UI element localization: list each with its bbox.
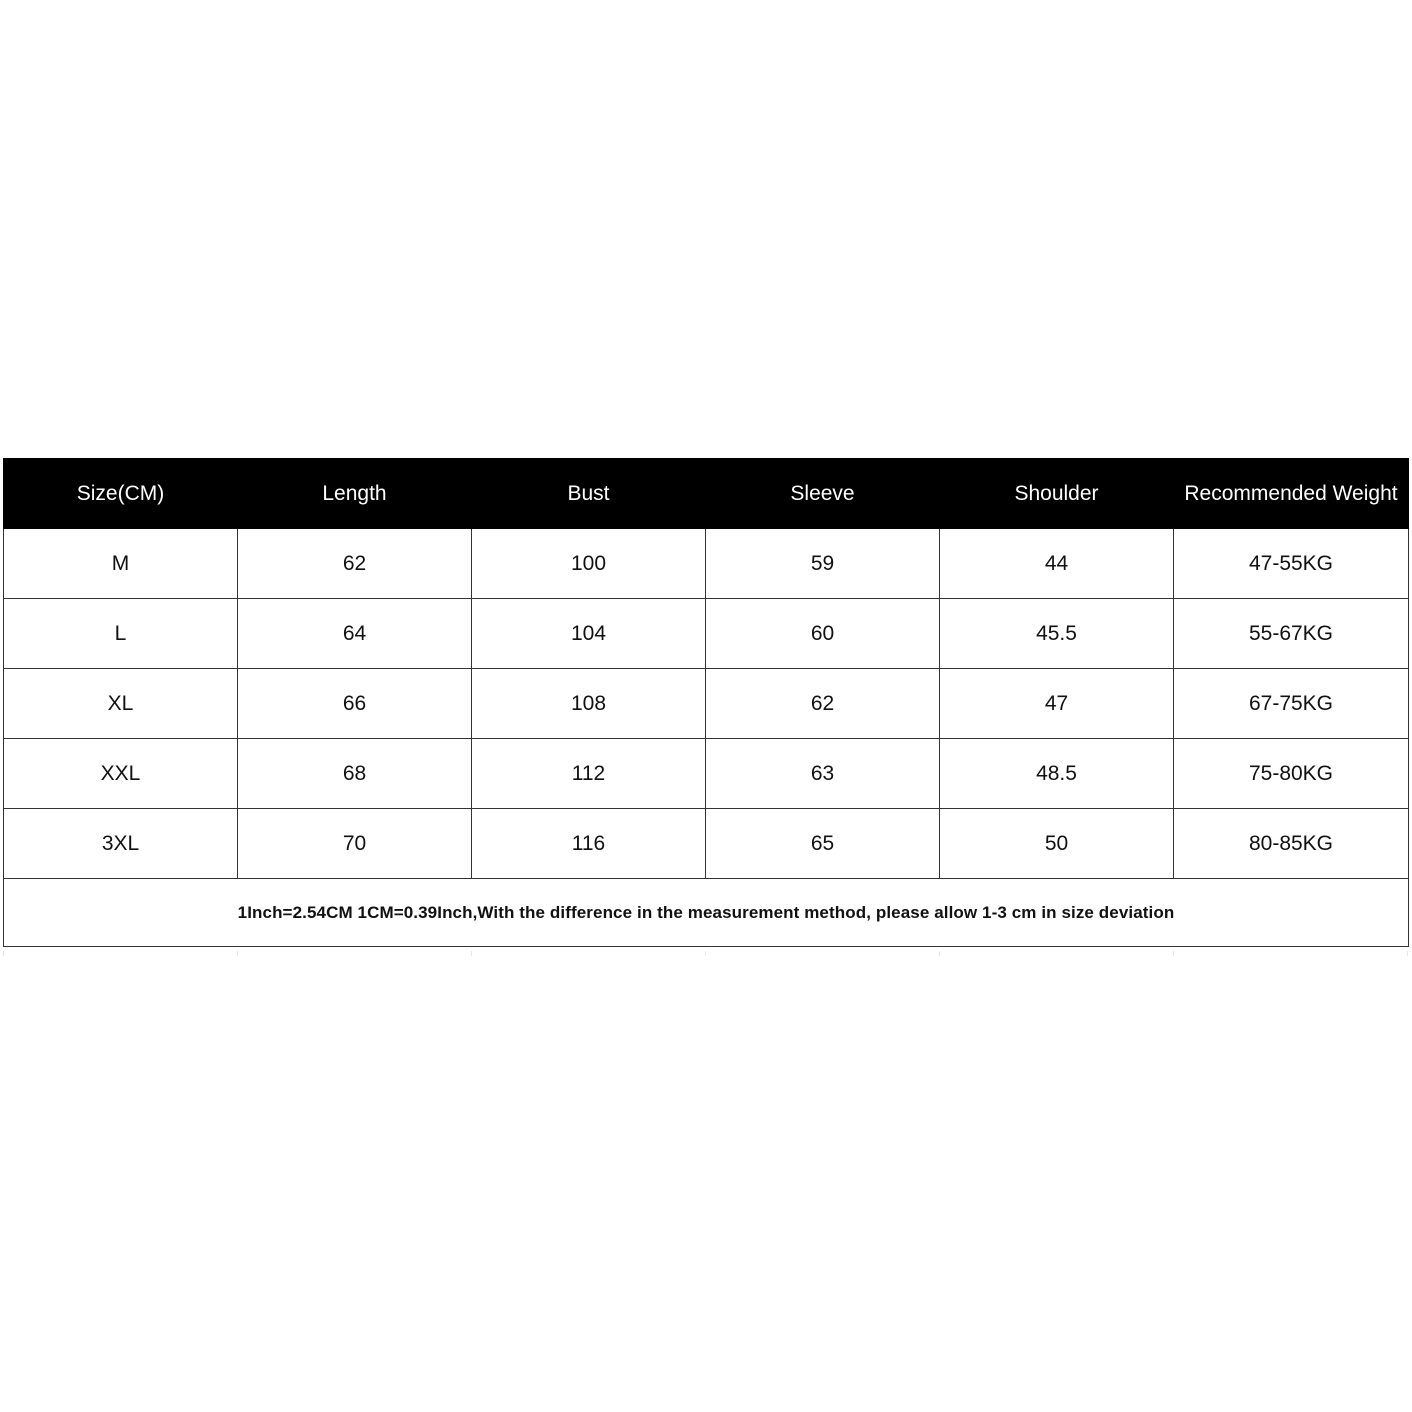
note-row [4,879,1409,947]
cell-size: XXL [4,739,238,809]
cell-length: 64 [238,599,472,669]
cell-length: 66 [238,669,472,739]
cell-shoulder: 48.5 [940,739,1174,809]
table-row [4,739,1409,809]
cell-size: L [4,599,238,669]
divider-tick [237,951,238,956]
table-body [4,529,1409,947]
cell-bust: 112 [472,739,706,809]
measurement-note: 1Inch=2.54CM 1CM=0.39Inch,With the difference in the measurement method, please allow 1-3 cm in size deviation [4,879,1409,947]
table-row [4,669,1409,739]
cell-length: 62 [238,529,472,599]
cell-shoulder: 47 [940,669,1174,739]
header-bust: Bust [472,459,706,529]
size-chart-table [3,458,1409,947]
table-row [4,809,1409,879]
cell-bust: 104 [472,599,706,669]
table-row [4,599,1409,669]
divider-tick [471,951,472,956]
cell-shoulder: 44 [940,529,1174,599]
header-length: Length [238,459,472,529]
header-recommended-weight: Recommended Weight [1174,459,1409,529]
cell-size: M [4,529,238,599]
divider-tick [1173,951,1174,956]
cell-bust: 100 [472,529,706,599]
cell-shoulder: 45.5 [940,599,1174,669]
cell-weight: 47-55KG [1174,529,1409,599]
cell-length: 70 [238,809,472,879]
cell-weight: 55-67KG [1174,599,1409,669]
divider-tick [3,951,4,956]
divider-tick [939,951,940,956]
cell-bust: 108 [472,669,706,739]
cell-sleeve: 62 [706,669,940,739]
cell-size: XL [4,669,238,739]
cell-sleeve: 65 [706,809,940,879]
cell-weight: 67-75KG [1174,669,1409,739]
header-sleeve: Sleeve [706,459,940,529]
cell-weight: 80-85KG [1174,809,1409,879]
header-row [4,459,1409,529]
divider-tick [1407,951,1408,956]
table-row [4,529,1409,599]
cell-sleeve: 63 [706,739,940,809]
cell-size: 3XL [4,809,238,879]
cell-shoulder: 50 [940,809,1174,879]
divider-tick [705,951,706,956]
cell-bust: 116 [472,809,706,879]
divider-ticks [3,951,1408,957]
cell-sleeve: 60 [706,599,940,669]
cell-sleeve: 59 [706,529,940,599]
header-size: Size(CM) [4,459,238,529]
header-shoulder: Shoulder [940,459,1174,529]
table-header [4,459,1409,529]
cell-weight: 75-80KG [1174,739,1409,809]
cell-length: 68 [238,739,472,809]
